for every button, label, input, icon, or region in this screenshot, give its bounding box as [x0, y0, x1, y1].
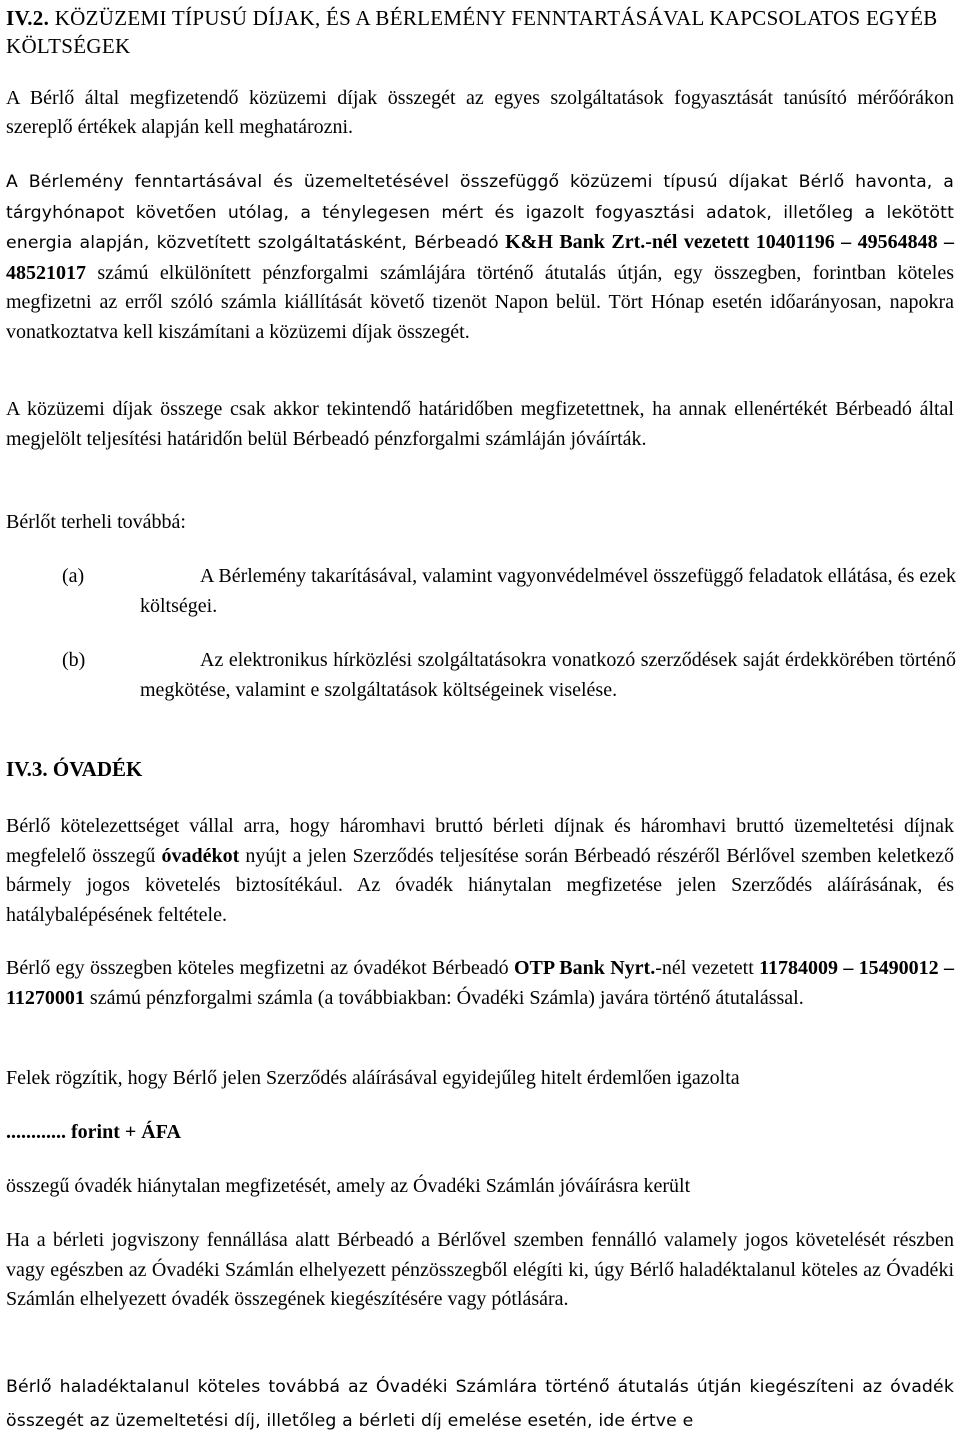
- paragraph-meters: A Bérlő által megfizetendő közüzemi díjak összegét az egyes szolgáltatások fogyasztását tanúsító mérőórákon szereplő értékek alapján kell meghatározni.: [6, 87, 954, 138]
- section-heading: [6, 4, 956, 60]
- otp-bank-name: OTP Bank Nyrt.: [513, 957, 656, 979]
- otp-text-after: számú pénzforgalmi számla (a továbbiakban: Óvadéki Számla) javára történő átutalással.: [89, 986, 804, 1009]
- list-item-cleaning: A Bérlemény takarításával, valamint vagyonvédelmével összefüggő feladatok ellátása, és ezek költségei.: [140, 565, 956, 617]
- section-number: IV.2.: [6, 6, 50, 30]
- deposit-amount-line: ............ forint + ÁFA: [6, 1121, 181, 1143]
- list-item-telecom: Az elektronikus hírközlési szolgáltatásokra vonatkozó szerződések saját érdekkörében történő megkötése, valamint e szolgáltatások költségeinek viselése.: [140, 649, 956, 701]
- otp-account-number: 11784009 – 15490012 – 11270001: [6, 957, 955, 1009]
- deposit-bold-word: óvadékot: [161, 844, 240, 867]
- paragraph-utility-fees: [6, 167, 954, 347]
- utility-fees-text: A Bérlemény fenntartásával és üzemeltetésével összefüggő közüzemi típusú díjakat Bérlő havonta, a tárgyhónapot követően utólag, a ténylegesen mért és igazolt fogyasztási adatok, illetőleg a lekötött energia alapján, közvetített szolgáltatásként, Bérbeadó: [6, 172, 954, 253]
- kh-bank-account: K&H Bank Zrt.-nél vezetett 10401196 – 49564848 – 48521017: [6, 231, 955, 284]
- list-marker-a: (a): [62, 565, 85, 587]
- deposit-text-before: Bérlő kötelezettséget vállal arra, hogy háromhavi bruttó bérleti díjnak és háromhavi bruttó üzemeltetési díjnak megfelelő összegű: [6, 815, 954, 867]
- otp-text-mid: -nél vezetett: [655, 957, 754, 979]
- paragraph-otp-account: [6, 954, 954, 1013]
- otp-text-before: Bérlő egy összegben köteles megfizetni az óvadékot Bérbeadó: [6, 957, 509, 979]
- paragraph-claim-satisfaction: Ha a bérleti jogviszony fennállása alatt Bérbeadó a Bérlővel szemben fennálló valamely jogos követelését részben vagy egészben az Óvadéki Számlán elhelyezett pénzösszegből elégíti ki, úgy Bérlő haladéktalanul köteles az Óvadéki Számlán elhelyezett óvadék összegének kiegészítésére vagy pótlására.: [6, 1229, 954, 1310]
- utility-fees-rest: számú elkülönített pénzforgalmi számlájára történő átutalás útján, egy összegben, forintban köteles megfizetni az erről szóló számla kiállítását követő tizenöt Napon belül. Tört Hónap esetén időarányosan, napokra vonatkoztatva kell kiszámítani a közüzemi díjak összegét.: [6, 261, 954, 343]
- paragraph-also-burdened: Bérlőt terheli továbbá:: [6, 511, 186, 533]
- list-marker-b: (b): [62, 649, 86, 671]
- section-title: KÖZÜZEMI TÍPUSÚ DÍJAK, ÉS A BÉRLEMÉNY FENNTARTÁSÁVAL KAPCSOLATOS EGYÉB KÖLTSÉGEK: [6, 6, 938, 58]
- paragraph-supplement: Bérlő haladéktalanul köteles továbbá az Óvadéki Számlára történő átutalás útján kiegészíteni az óvadék összegét az üzemeltetési díj, illetőleg a bérleti díj emelése esetén, ide értve e: [6, 1377, 954, 1431]
- paragraph-parties-confirm: Felek rögzítik, hogy Bérlő jelen Szerződés aláírásával egyidejűleg hitelt érdemlően igazolta: [6, 1067, 740, 1089]
- paragraph-deposit-paid: összegű óvadék hiánytalan megfizetését, amely az Óvadéki Számlán jóváírásra került: [6, 1175, 691, 1197]
- paragraph-payment-deadline: A közüzemi díjak összege csak akkor tekintendő határidőben megfizetettnek, ha annak ellenértékét Bérbeadó által megjelölt teljesítési határidőn belül Bérbeadó pénzforgalmi számláján jóváírták.: [6, 398, 954, 450]
- paragraph-deposit: [6, 812, 954, 930]
- deposit-text-after: nyújt a jelen Szerződés teljesítése során Bérbeadó részéről Bérlővel szemben keletkező bármely jogos követelés biztosítékául. Az óvadék hiánytalan megfizetése jelen Szerződés aláírásának, és hatálybalépésének feltétele.: [6, 844, 954, 926]
- subsection-heading-ovadek: IV.3. ÓVADÉK: [6, 757, 143, 781]
